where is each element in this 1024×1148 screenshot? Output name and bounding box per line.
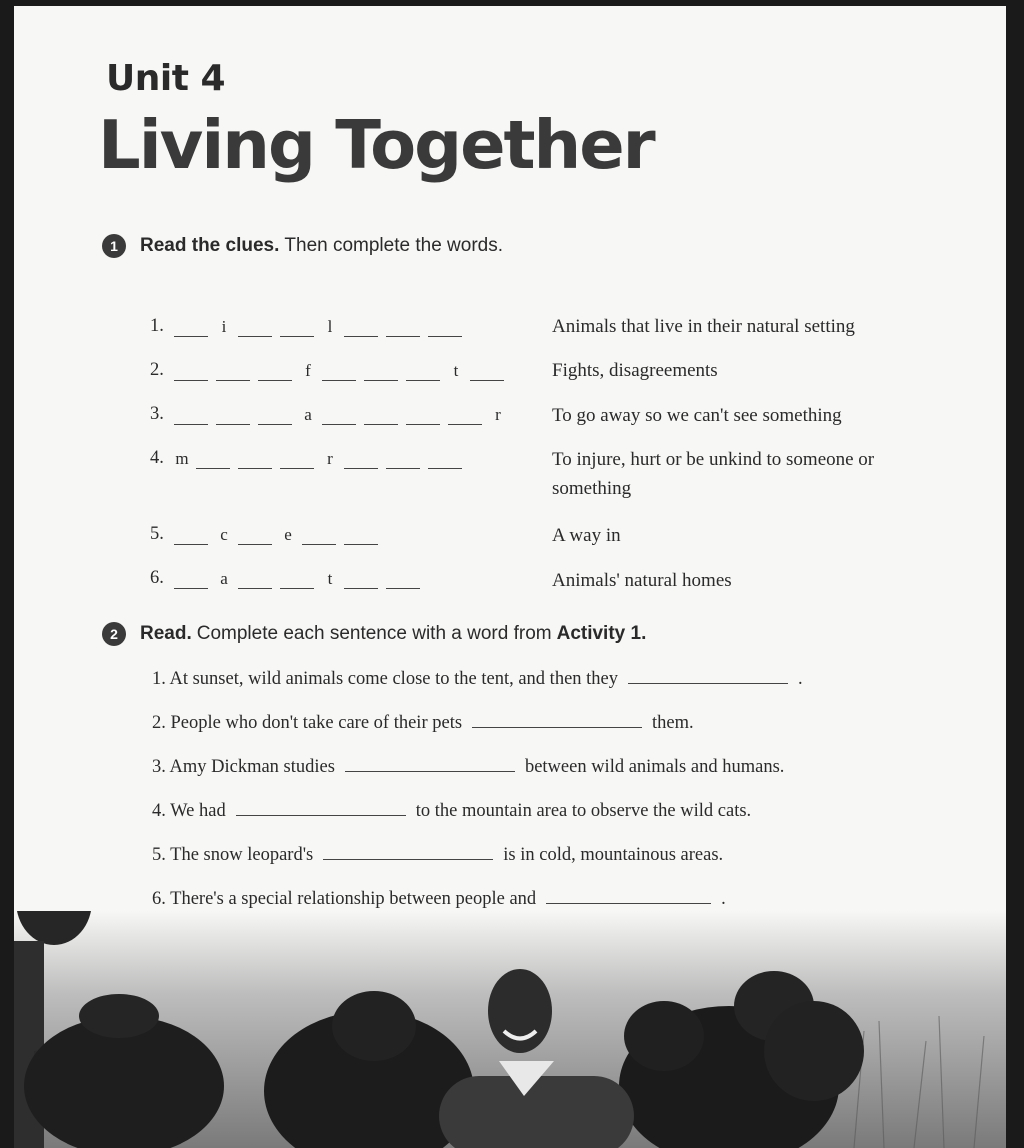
- unit-label: Unit 4: [106, 58, 225, 99]
- letter-blank[interactable]: [364, 409, 398, 425]
- letter-blank[interactable]: [428, 321, 462, 337]
- letter-blank[interactable]: [386, 573, 420, 589]
- letter-blank[interactable]: [344, 573, 378, 589]
- activity2-instruction-bold: Read.: [140, 623, 192, 644]
- activity1-number-badge: 1: [102, 234, 126, 258]
- unit-title: Living Together: [98, 106, 654, 184]
- sentence-text: 4. We had: [152, 801, 226, 821]
- letter-blank[interactable]: [386, 321, 420, 337]
- given-letter: i: [221, 317, 227, 336]
- given-letter: r: [495, 405, 501, 424]
- item-number: 6.: [150, 568, 164, 588]
- answer-blank[interactable]: [345, 757, 515, 772]
- answer-blank[interactable]: [546, 889, 711, 904]
- given-letter: l: [327, 317, 333, 336]
- word-row-2: [150, 360, 512, 381]
- sentence-1: [152, 669, 803, 690]
- activity2-instruction-ref: Activity 1.: [556, 623, 647, 644]
- given-letter: a: [304, 405, 312, 424]
- letter-blank[interactable]: [322, 409, 356, 425]
- sentence-ending: is in cold, mountainous areas.: [503, 845, 724, 865]
- sentence-text: 1. At sunset, wild animals come close to the tent, and then they: [152, 669, 619, 689]
- sentence-ending: them.: [652, 713, 694, 733]
- sentence-ending: .: [721, 889, 726, 909]
- photo-people-with-chimpanzees: [14, 911, 1006, 1148]
- letter-blank[interactable]: [302, 529, 336, 545]
- word-row-1: [150, 316, 470, 337]
- letter-blank[interactable]: [238, 453, 272, 469]
- letter-blank[interactable]: [322, 365, 356, 381]
- letter-blank[interactable]: [386, 453, 420, 469]
- letter-blank[interactable]: [448, 409, 482, 425]
- sentence-text: 3. Amy Dickman studies: [152, 757, 335, 777]
- answer-blank[interactable]: [236, 801, 406, 816]
- sentence-ending: between wild animals and humans.: [524, 757, 785, 777]
- answer-blank[interactable]: [323, 845, 493, 860]
- activity1-instruction: [102, 234, 503, 258]
- clue-6: Animals' natural homes: [552, 570, 732, 591]
- letter-blank[interactable]: [174, 321, 208, 337]
- letter-blank[interactable]: [344, 321, 378, 337]
- sentence-text: 2. People who don't take care of their pets: [152, 713, 463, 733]
- clue-3: To go away so we can't see something: [552, 405, 842, 426]
- sentence-2: [152, 713, 694, 734]
- clue-2: Fights, disagreements: [552, 360, 718, 381]
- activity1-instruction-bold: Read the clues.: [140, 235, 280, 256]
- letter-blank[interactable]: [174, 529, 208, 545]
- sentence-6: [152, 889, 726, 910]
- letter-blank[interactable]: [280, 573, 314, 589]
- given-letter: t: [453, 361, 459, 380]
- item-number: 5.: [150, 524, 164, 544]
- given-letter: c: [220, 525, 228, 544]
- letter-blank[interactable]: [428, 453, 462, 469]
- given-letter: a: [220, 569, 228, 588]
- sentence-text: 6. There's a special relationship between people and: [152, 889, 537, 909]
- letter-blank[interactable]: [258, 409, 292, 425]
- letter-blank[interactable]: [196, 453, 230, 469]
- letter-blank[interactable]: [174, 409, 208, 425]
- clue-4: To injure, hurt or be unkind to someone or something: [552, 449, 875, 499]
- letter-blank[interactable]: [364, 365, 398, 381]
- sentence-text: 5. The snow leopard's: [152, 845, 314, 865]
- activity2-number-badge: 2: [102, 622, 126, 646]
- answer-blank[interactable]: [472, 713, 642, 728]
- sentence-ending: to the mountain area to observe the wild cats.: [415, 801, 752, 821]
- clue-5: A way in: [552, 525, 621, 546]
- word-row-4: [150, 448, 470, 469]
- sentence-4: [152, 801, 751, 822]
- word-row-6: [150, 568, 428, 589]
- sentence-ending: .: [798, 669, 803, 689]
- workbook-page: [14, 6, 1006, 1148]
- letter-blank[interactable]: [406, 409, 440, 425]
- letter-blank[interactable]: [280, 321, 314, 337]
- item-number: 3.: [150, 404, 164, 424]
- letter-blank[interactable]: [470, 365, 504, 381]
- activity2-instruction-text: Complete each sentence with a word from: [196, 623, 552, 644]
- given-letter: m: [175, 449, 189, 468]
- letter-blank[interactable]: [344, 453, 378, 469]
- sentence-5: [152, 845, 723, 866]
- sentence-3: [152, 757, 784, 778]
- letter-blank[interactable]: [238, 529, 272, 545]
- answer-blank[interactable]: [628, 669, 788, 684]
- clue-1: Animals that live in their natural setting: [552, 316, 855, 337]
- activity2-instruction: [102, 622, 651, 646]
- letter-blank[interactable]: [344, 529, 378, 545]
- word-row-3: [150, 404, 512, 425]
- letter-blank[interactable]: [216, 365, 250, 381]
- given-letter: r: [327, 449, 333, 468]
- letter-blank[interactable]: [174, 573, 208, 589]
- given-letter: e: [284, 525, 292, 544]
- letter-blank[interactable]: [280, 453, 314, 469]
- letter-blank[interactable]: [174, 365, 208, 381]
- given-letter: f: [305, 361, 311, 380]
- letter-blank[interactable]: [406, 365, 440, 381]
- item-number: 1.: [150, 316, 164, 336]
- letter-blank[interactable]: [238, 321, 272, 337]
- activity1-instruction-text: Then complete the words.: [284, 235, 504, 256]
- item-number: 2.: [150, 360, 164, 380]
- word-row-5: [150, 524, 386, 545]
- letter-blank[interactable]: [258, 365, 292, 381]
- item-number: 4.: [150, 448, 164, 468]
- given-letter: t: [327, 569, 333, 588]
- letter-blank[interactable]: [216, 409, 250, 425]
- letter-blank[interactable]: [238, 573, 272, 589]
